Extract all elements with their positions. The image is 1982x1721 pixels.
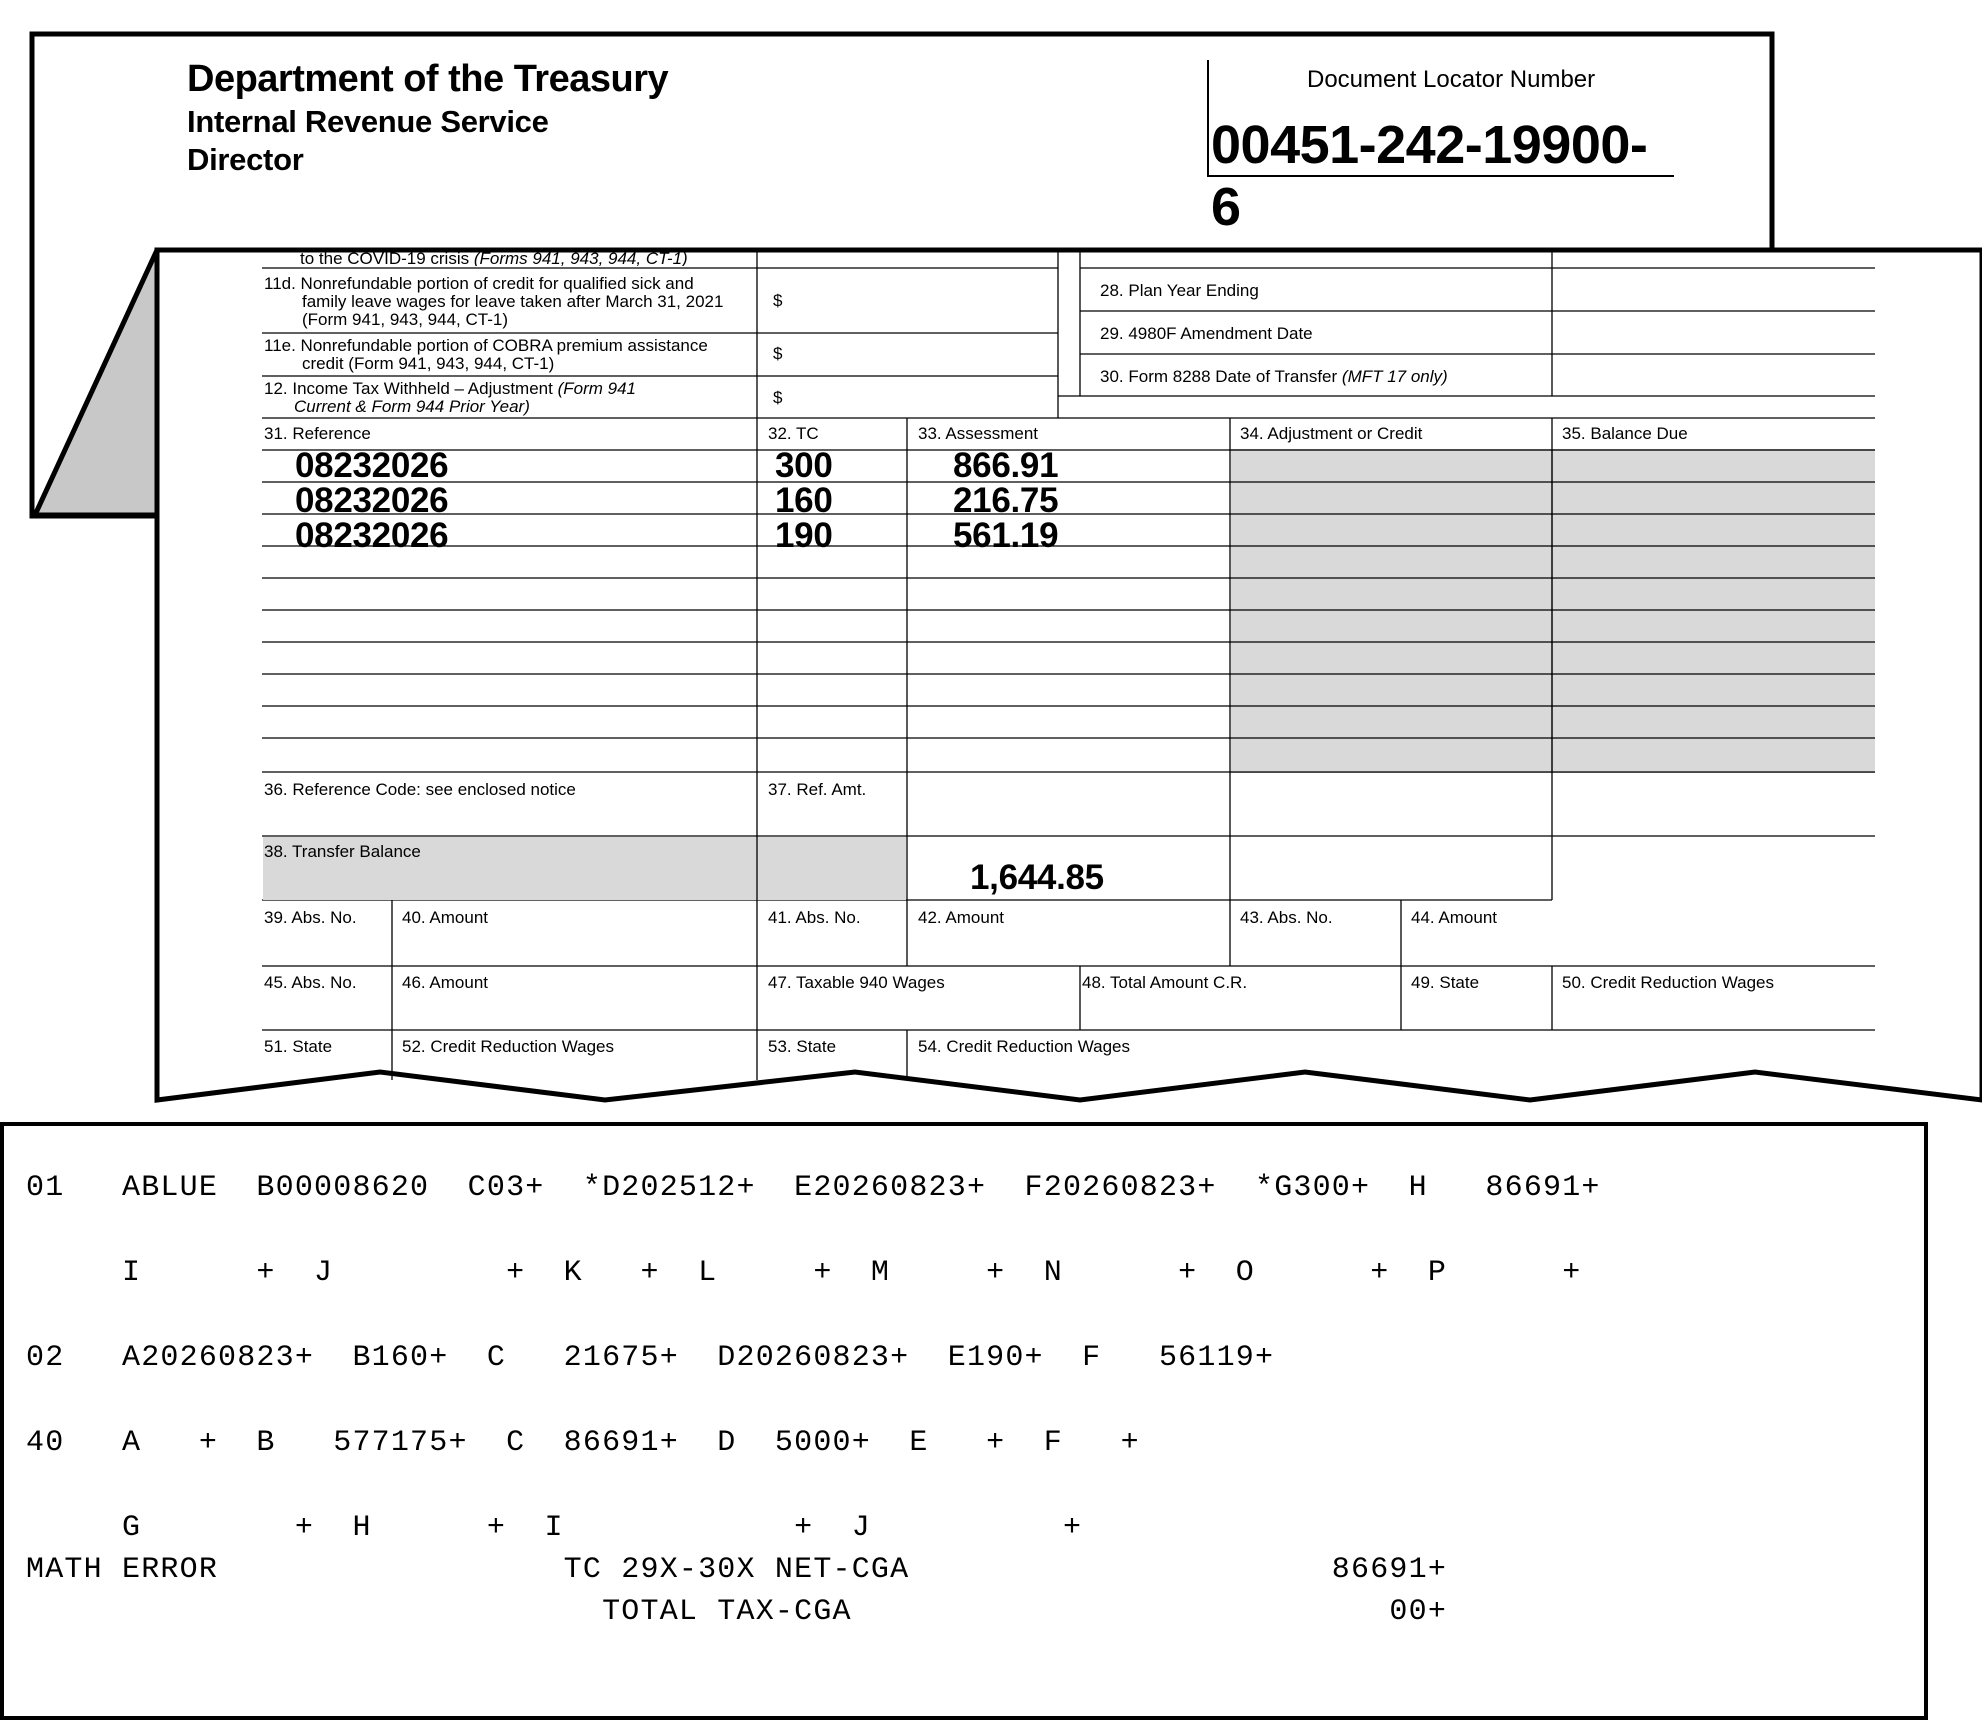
entry-tc: 160 [775, 481, 833, 520]
label-36: 36. Reference Code: see enclosed notice [264, 780, 576, 799]
transcript-line: I + J + K + L + M + N + O + P + [26, 1256, 1582, 1290]
label-38: 38. Transfer Balance [264, 842, 421, 861]
label-52: 52. Credit Reduction Wages [402, 1037, 614, 1056]
dollar-11d: $ [773, 291, 783, 310]
label-49: 49. State [1411, 973, 1480, 992]
dollar-12: $ [773, 388, 783, 407]
label-53: 53. State [768, 1037, 837, 1056]
dollar-11e: $ [773, 344, 783, 363]
partial-label-top: to the COVID-19 crisis (Forms 941, 943, 944, CT-1) [300, 250, 688, 266]
col-assessment: 33. Assessment [918, 424, 1039, 443]
total-tax-line: TOTAL TAX-CGA 00+ [26, 1595, 1448, 1629]
entry-amount: 216.75 [953, 481, 1059, 520]
label-46: 46. Amount [402, 973, 489, 992]
transcript-line: 02 A20260823+ B160+ C 21675+ D20260823+ E190+ F 56119+ [26, 1341, 1275, 1375]
dln-value: 00451-242-19900-6 [1211, 115, 1648, 237]
label-42: 42. Amount [918, 908, 1005, 927]
entry-ref: 08232026 [295, 446, 449, 485]
label-48: 48. Total Amount C.R. [1082, 973, 1248, 992]
agency-name: Internal Revenue Service [187, 104, 549, 139]
transcript-line: 40 A + B 577175+ C 86691+ D 5000+ E + F + [26, 1426, 1140, 1460]
label-29: 29. 4980F Amendment Date [1100, 324, 1313, 343]
label-41: 41. Abs. No. [768, 908, 861, 927]
label-12: 12. Income Tax Withheld – Adjustment (Form 941 Current & Form 944 Prior Year) [264, 379, 636, 416]
label-11e: 11e. Nonrefundable portion of COBRA premium assistance credit (Form 941, 943, 944, CT-1) [264, 336, 708, 373]
label-39: 39. Abs. No. [264, 908, 357, 927]
label-47: 47. Taxable 940 Wages [768, 973, 945, 992]
transfer-total: 1,644.85 [970, 858, 1104, 897]
label-43: 43. Abs. No. [1240, 908, 1333, 927]
entry-amount: 866.91 [953, 446, 1059, 485]
label-40: 40. Amount [402, 908, 489, 927]
transcript-line: G + H + I + J + [26, 1511, 1083, 1545]
entry-ref: 08232026 [295, 481, 449, 520]
entry-tc: 300 [775, 446, 833, 485]
label-37: 37. Ref. Amt. [768, 780, 867, 799]
label-50: 50. Credit Reduction Wages [1562, 973, 1774, 992]
label-45: 45. Abs. No. [264, 973, 357, 992]
entry-ref: 08232026 [295, 516, 449, 555]
director-label: Director [187, 142, 304, 177]
col-reference: 31. Reference [264, 424, 371, 443]
entry-amount: 561.19 [953, 516, 1059, 555]
label-30: 30. Form 8288 Date of Transfer (MFT 17 only) [1100, 367, 1448, 386]
department-title: Department of the Treasury [187, 58, 669, 100]
label-11d: 11d. Nonrefundable portion of credit for qualified sick and family leave wages for leave taken after March 31, 2021 (Form 941, 943, 944, CT-1) [264, 274, 724, 329]
label-54: 54. Credit Reduction Wages [918, 1037, 1130, 1056]
col-balance-due: 35. Balance Due [1562, 424, 1688, 443]
dln-box [1207, 60, 1674, 237]
entry-tc: 190 [775, 516, 833, 555]
col-adjustment: 34. Adjustment or Credit [1240, 424, 1423, 443]
math-error-line: MATH ERROR TC 29X-30X NET-CGA 86691+ [26, 1553, 1448, 1587]
dln-label: Document Locator Number [1307, 66, 1596, 93]
label-44: 44. Amount [1411, 908, 1498, 927]
label-28: 28. Plan Year Ending [1100, 281, 1259, 300]
transcript-line: 01 ABLUE B00008620 C03+ *D202512+ E20260823+ F20260823+ *G300+ H 86691+ [26, 1171, 1601, 1205]
label-51: 51. State [264, 1037, 333, 1056]
col-tc: 32. TC [768, 424, 819, 443]
